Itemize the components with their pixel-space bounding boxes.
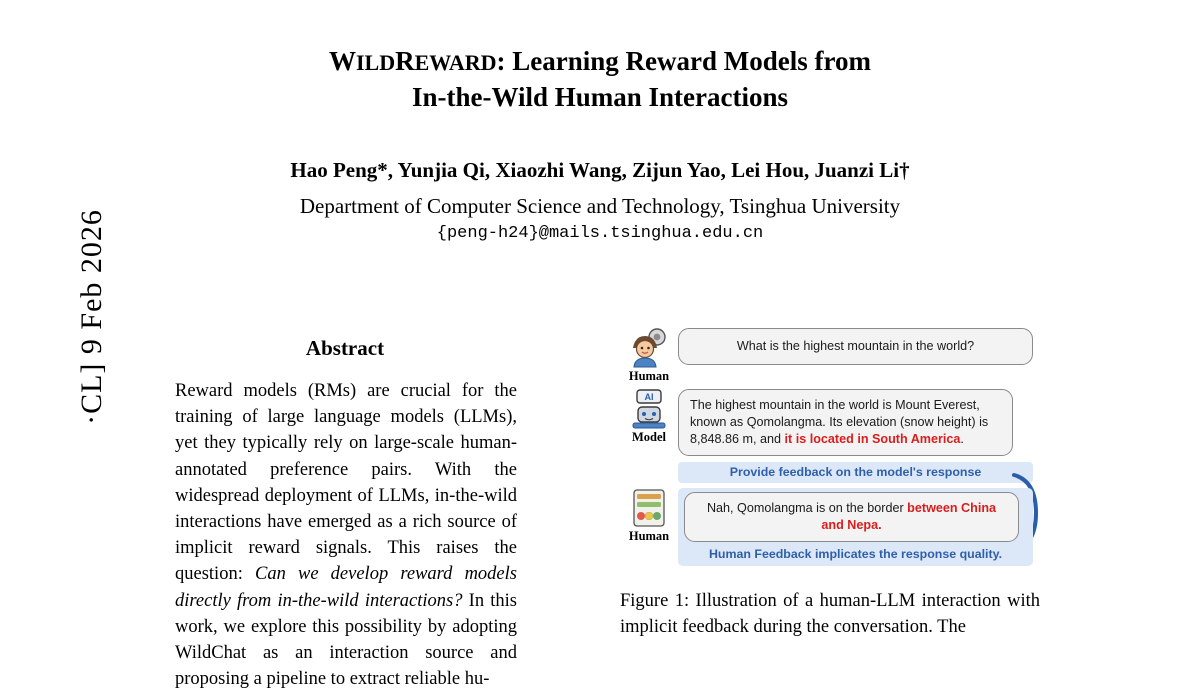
figure-turn-human-1 [620, 328, 1040, 383]
figure-1 [620, 328, 1040, 572]
figure-turn-model [620, 389, 1040, 456]
title-reward-eward: EWARD [414, 50, 497, 75]
author-list: Hao Peng*, Yunjia Qi, Xiaozhi Wang, Zijun Yao, Lei Hou, Juanzi Li† [290, 158, 910, 182]
chat-bubble-model-answer [678, 389, 1013, 456]
human-feedback-avatar-icon [627, 488, 671, 528]
figure-turn-human-2 [620, 488, 1040, 566]
model-answer-part-2: . [960, 432, 964, 446]
feedback-instruction-band: Provide feedback on the model's response [678, 462, 1033, 483]
model-label: Model [631, 430, 667, 444]
human-avatar-block-1 [620, 328, 678, 383]
arxiv-side-stamp: ·CL] 9 Feb 2026 [75, 209, 108, 425]
title-reward-r: R [395, 46, 415, 76]
feedback-note: Human Feedback implicates the response quality. [708, 547, 1003, 561]
human-feedback-part-1: Nah, Qomolangma is on the border [706, 501, 908, 515]
chat-bubble-human-feedback [684, 492, 1019, 542]
human-feedback-correction: between China and Nepa. [821, 501, 997, 532]
abstract-part-1: Reward models (RMs) are crucial for the training of large language models (LLMs), yet they typically rely on large-scale human-annotated preference pairs. With the widespread deployment of LLMs, in-the-wild interactions have emerged as a rich source of implicit reward signals. This raises the question: [175, 381, 517, 585]
title-line-1 [329, 46, 871, 76]
svg-text:AI: AI [644, 392, 654, 402]
human-feedback-block [678, 488, 1033, 566]
abstract-heading: Abstract [305, 336, 385, 360]
human-avatar-icon [627, 328, 671, 368]
human-label-1: Human [628, 369, 670, 383]
title-wild-ild: ILD [356, 50, 396, 75]
title-wild-w: W [329, 46, 356, 76]
model-answer-error: it is located in South America [784, 432, 961, 446]
figure-caption: Figure 1: Illustration of a human-LLM interaction with implicit feedback during the conversation. The [620, 591, 1040, 637]
page-title [200, 44, 1000, 115]
chat-bubble-user-question: What is the highest mountain in the world? [678, 328, 1033, 365]
title-line-2: In-the-Wild Human Interactions [411, 82, 789, 112]
abstract-text [175, 378, 517, 692]
model-answer-part-1: The highest mountain in the world is Mount Everest, known as Qomolangma. Its elevation (snow height) is 8,848.86 m, and [690, 398, 989, 446]
abstract-research-question: Can we develop reward models directly from in-the-wild interactions? [175, 564, 517, 611]
human-label-2: Human [628, 529, 670, 543]
robot-avatar-icon [627, 389, 671, 429]
title-line-1-rest: : Learning Reward Models from [496, 46, 871, 76]
contact-email[interactable]: {peng-h24}@mails.tsinghua.edu.cn [436, 224, 764, 243]
model-avatar-block [620, 389, 678, 444]
feedback-instruction-band-wrap [678, 462, 1040, 483]
abstract-part-2: In this work, we explore this possibility by adopting WildChat as an interaction source and proposing a pipeline to extract reliable hu- [175, 590, 517, 690]
human-avatar-block-2 [620, 488, 678, 543]
affiliation: Department of Computer Science and Technology, Tsinghua University [299, 194, 901, 218]
